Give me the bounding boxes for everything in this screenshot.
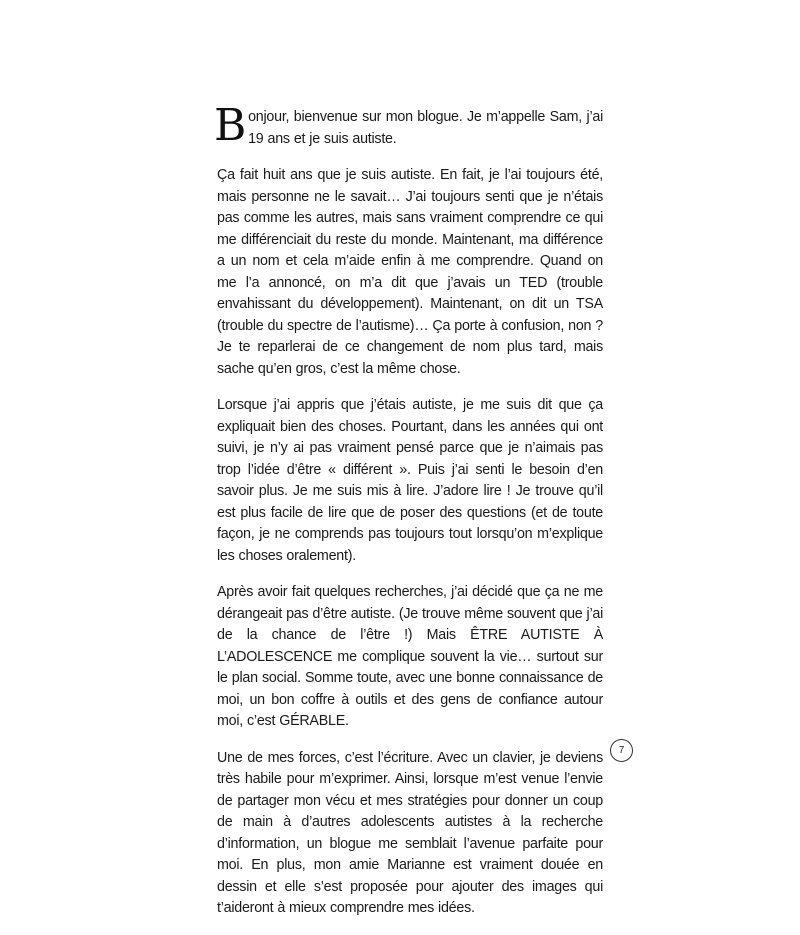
page-number: 7: [610, 739, 633, 762]
paragraph-1: [214, 100, 603, 151]
drop-cap: B: [214, 100, 247, 151]
page-body: [214, 100, 603, 935]
paragraph-5: Une de mes forces, c’est l’écriture. Avec un clavier, je deviens très habile pour m’exprimer. Ainsi, lorsque m’est venue l’envie de partager mon vécu et mes stratégies pour donner un coup de main à d’autres adolescents autistes à la recherche d’information, un blogue me semblait l’avenue parfaite pour moi. En plus, mon amie Marianne est vraiment douée en dessin et elle s’est proposée pour ajouter des images qui t’aideront à mieux comprendre mes idées.: [217, 749, 603, 916]
paragraph-1-text: onjour, bienvenue sur mon blogue. Je m’appelle Sam, j’ai 19 ans et je suis autiste.: [248, 109, 603, 147]
paragraph-4: Après avoir fait quelques recherches, j’ai décidé que ça ne me dérangeait pas d’être autiste. (Je trouve même souvent que j’ai de la chance de l’être !) Mais ÊTRE AUTISTE À L’ADOLESCENCE me complique souvent la vie… surtout sur le plan social. Somme toute, avec une bonne connaissance de moi, un bon coffre à outils et des gens de confiance autour moi, c’est GÉRABLE.: [217, 584, 603, 729]
paragraph-2: Ça fait huit ans que je suis autiste. En fait, je l’ai toujours été, mais personne ne le savait… J’ai toujours senti que je n’étais pas comme les autres, mais sans vraiment comprendre ce qui me différenciait du reste du monde. Maintenant, ma différence a un nom et cela m’aide enfin à me comprendre. Quand on me l’a annoncé, on m’a dit que j’avais un TED (trouble envahissant du développement). Maintenant, on dit un TSA (trouble du spectre de l’autisme)… Ça porte à confusion, non ? Je te reparlerai de ce changement de nom plus tard, mais sache qu’en gros, c’est la même chose.: [217, 167, 603, 377]
paragraph-3: Lorsque j’ai appris que j’étais autiste, je me suis dit que ça expliquait bien des choses. Pourtant, dans les années qui ont suivi, je n’y ai pas vraiment pensé parce que je n’aimais pas trop l’idée d’être « différent ». Puis j’ai senti le besoin d’en savoir plus. Je me suis mis à lire. J’adore lire ! Je trouve qu’il est plus facile de lire que de poser des questions (et de toute façon, je ne comprends pas toujours tout lorsqu’on m’explique les choses oralement).: [217, 397, 603, 564]
